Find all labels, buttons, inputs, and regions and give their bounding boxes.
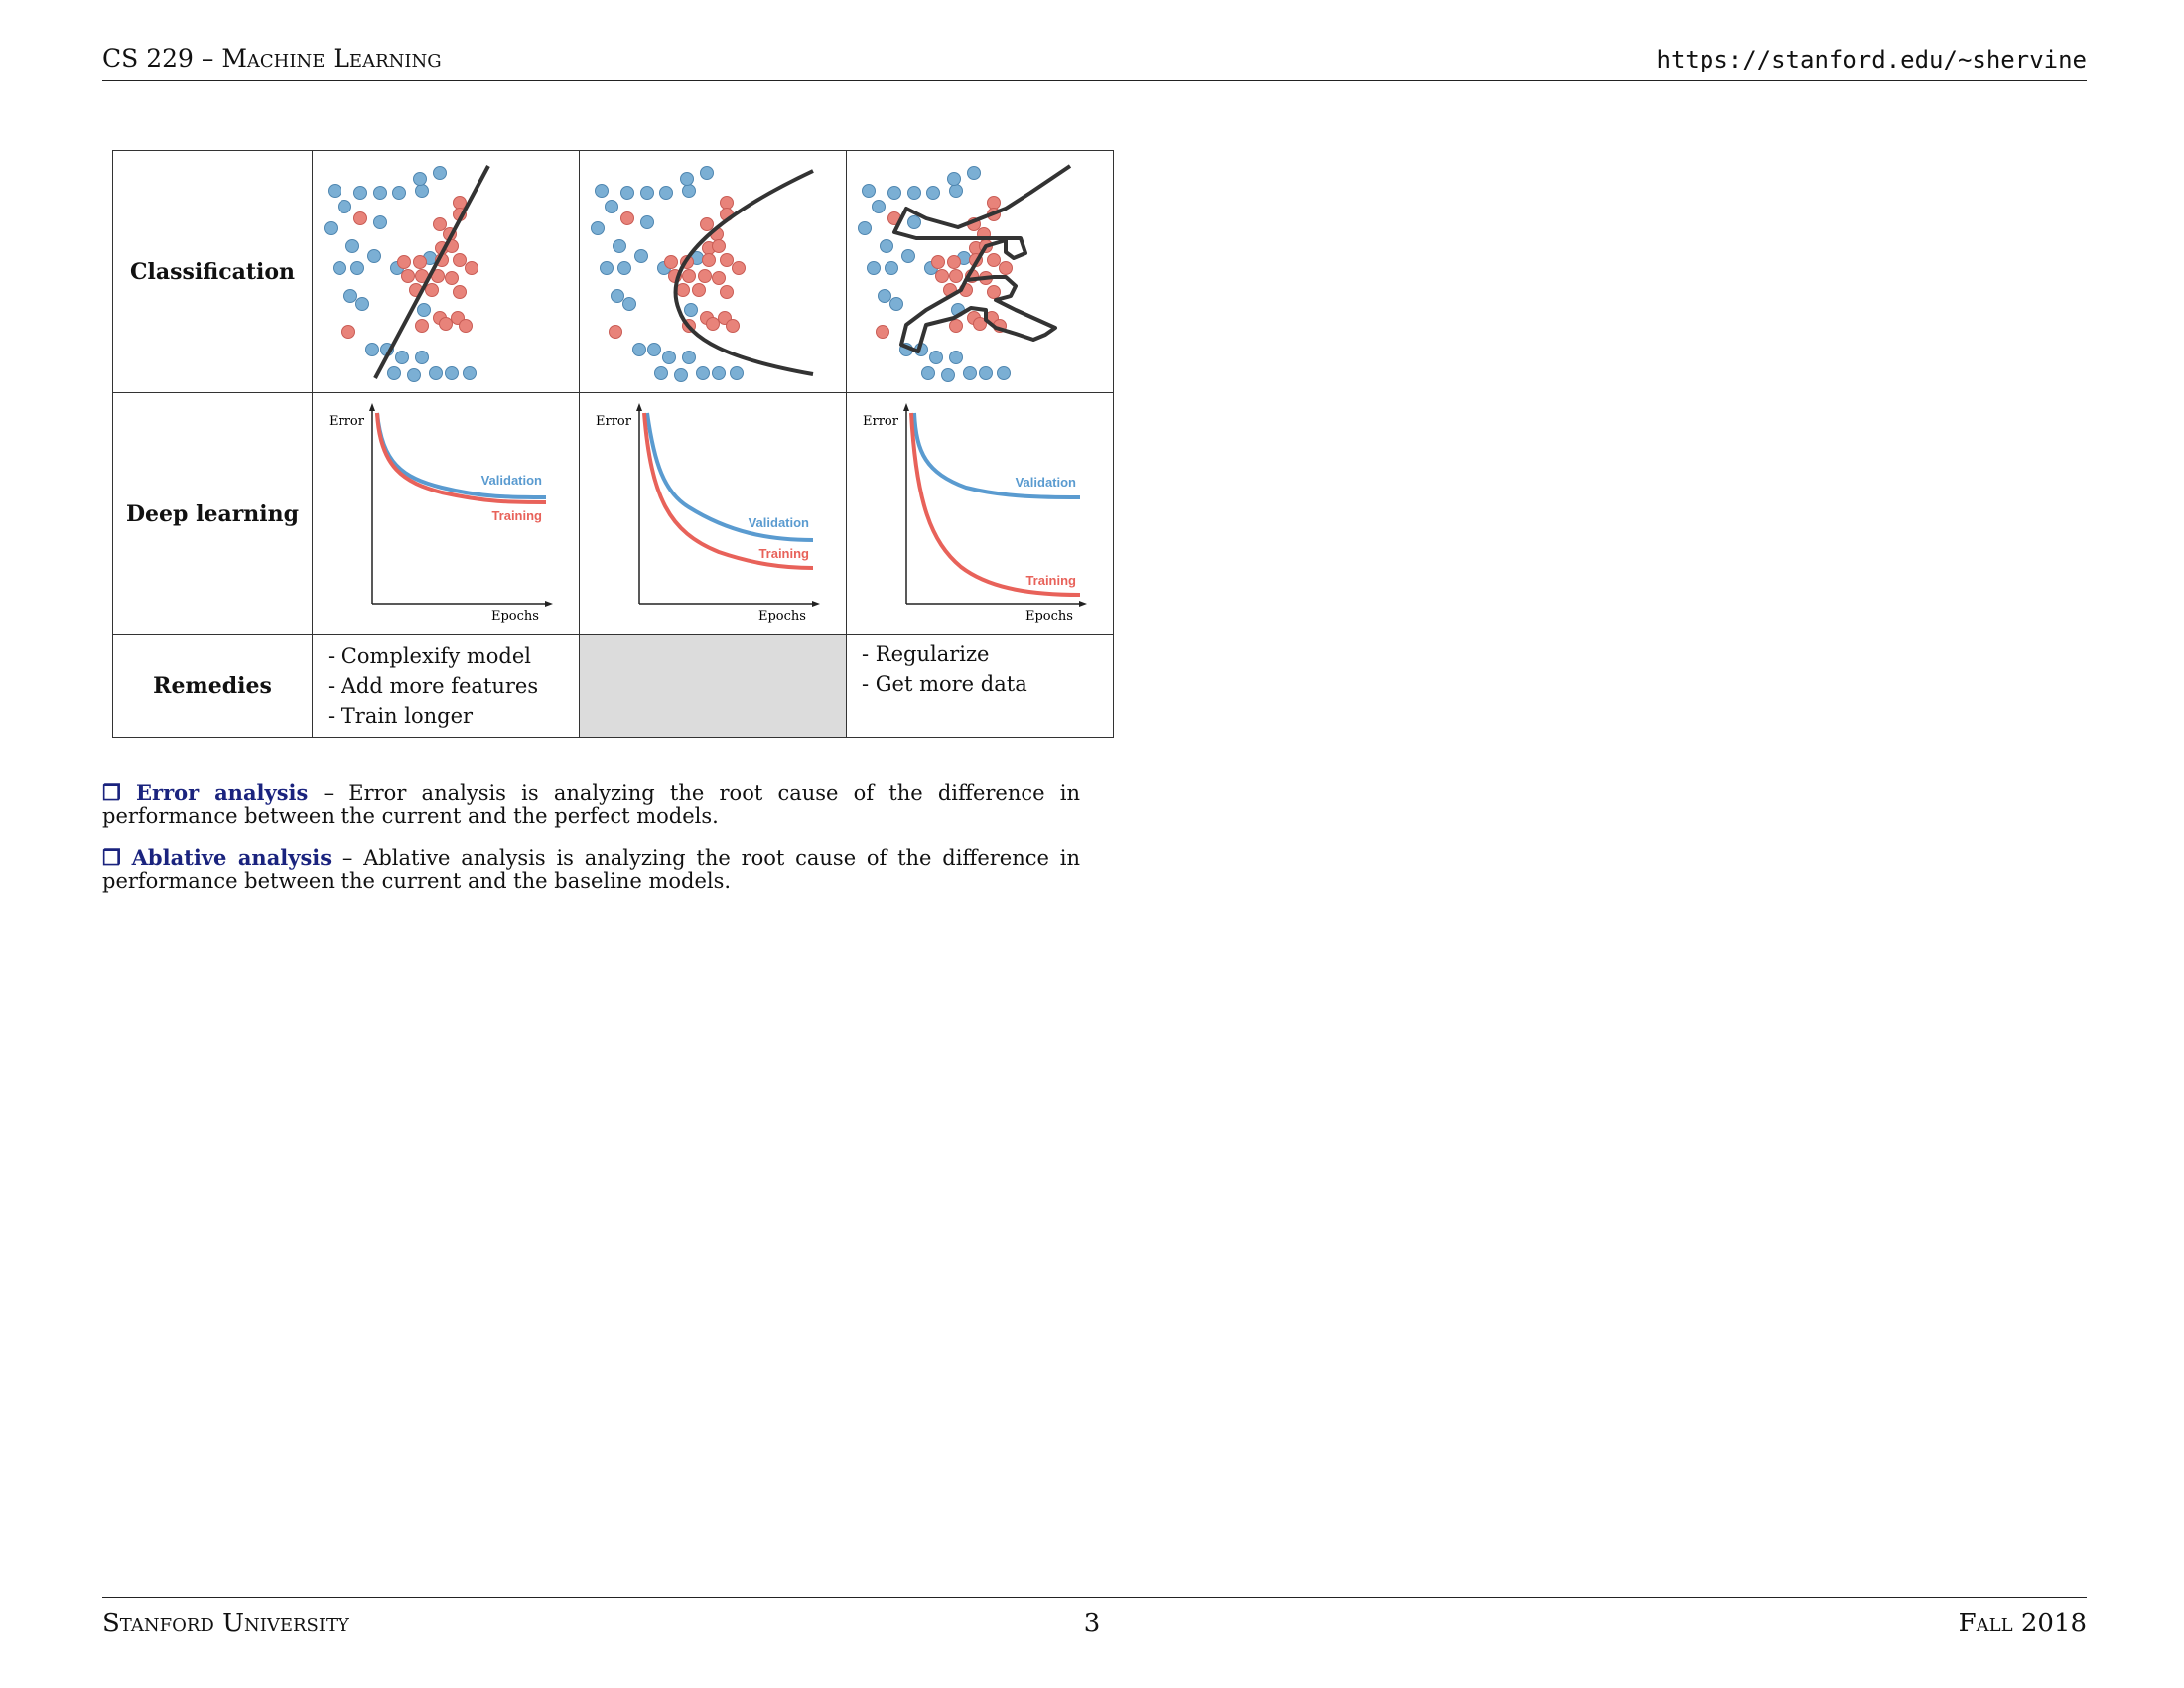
blue-point <box>942 369 955 382</box>
blue-point <box>873 201 886 213</box>
blue-point <box>356 298 369 311</box>
blue-point <box>396 352 409 364</box>
course-url[interactable]: https://stanford.edu/~shervine <box>1656 46 2087 73</box>
red-point <box>416 320 429 333</box>
course-title: CS 229 – Machine Learning <box>102 44 442 72</box>
term-error-analysis: Error analysis <box>136 780 309 805</box>
blue-point <box>964 367 977 380</box>
x-axis-label: Epochs <box>1025 609 1073 624</box>
blue-point <box>998 367 1011 380</box>
blue-point <box>354 187 367 200</box>
blue-point <box>416 185 429 198</box>
remedies-right-empty <box>580 635 847 738</box>
blue-point <box>606 201 618 213</box>
blue-point <box>416 352 429 364</box>
red-point <box>610 326 622 339</box>
definition-text: Error analysis is analyzing the root cause of the difference in performance between the current and the perfect models. <box>102 781 1080 828</box>
red-point <box>699 270 712 283</box>
learning-curve-right <box>580 393 847 635</box>
blue-point <box>614 240 626 253</box>
y-axis-label: Error <box>329 414 364 429</box>
red-point <box>454 254 467 267</box>
remedy-item: - Get more data <box>862 672 1027 696</box>
row-header-classification: Classification <box>113 151 313 393</box>
paragraph-error-analysis <box>102 781 1080 828</box>
blue-point <box>731 367 744 380</box>
blue-point <box>660 187 673 200</box>
red-point <box>693 284 706 297</box>
training-label: Training <box>1025 573 1076 588</box>
blue-point <box>374 187 387 200</box>
blue-point <box>434 167 447 180</box>
red-point <box>950 270 963 283</box>
blue-point <box>641 216 654 229</box>
blue-point <box>621 187 634 200</box>
header-rule <box>102 80 2087 81</box>
blue-point <box>446 367 459 380</box>
blue-point <box>879 290 891 303</box>
checkbox-icon: ❒ <box>102 845 121 870</box>
red-point <box>454 197 467 210</box>
bias-variance-table <box>112 150 1114 738</box>
blue-point <box>366 344 379 356</box>
red-point <box>398 256 411 269</box>
x-axis-label: Epochs <box>491 609 539 624</box>
blue-point <box>612 290 624 303</box>
classification-overfit <box>847 151 1114 393</box>
red-point <box>402 270 415 283</box>
training-label: Training <box>758 546 809 561</box>
blue-point <box>868 262 881 275</box>
blue-point <box>902 250 915 263</box>
footer-university: Stanford University <box>102 1609 349 1638</box>
blue-point <box>890 298 903 311</box>
blue-point <box>859 222 872 235</box>
blue-point <box>393 187 406 200</box>
y-axis-label: Error <box>596 414 631 429</box>
definition-text: Ablative analysis is analyzing the root cause of the difference in performance between the current and the baseline models. <box>102 846 1080 893</box>
blue-point <box>950 352 963 364</box>
blue-point <box>635 250 648 263</box>
blue-point <box>368 250 381 263</box>
red-point <box>1000 262 1013 275</box>
blue-point <box>927 187 940 200</box>
blue-point <box>655 367 668 380</box>
blue-point <box>374 216 387 229</box>
red-point <box>342 326 355 339</box>
blue-point <box>633 344 646 356</box>
blue-point <box>683 185 696 198</box>
red-point <box>932 256 945 269</box>
term-dash: – <box>323 781 335 805</box>
blue-point <box>950 185 963 198</box>
training-label: Training <box>491 508 542 523</box>
red-point <box>988 254 1001 267</box>
blue-point <box>414 173 427 186</box>
learning-curve-underfit <box>313 393 580 635</box>
y-axis-label: Error <box>863 414 898 429</box>
remedies-underfit <box>313 635 580 738</box>
blue-point <box>908 187 921 200</box>
red-point <box>707 318 720 331</box>
blue-point <box>339 201 351 213</box>
blue-point <box>886 262 898 275</box>
red-point <box>354 212 367 225</box>
red-point <box>988 286 1001 299</box>
blue-point <box>641 187 654 200</box>
red-point <box>460 320 473 333</box>
red-point <box>665 256 678 269</box>
blue-point <box>596 185 609 198</box>
learning-curve-overfit <box>847 393 1114 635</box>
blue-point <box>346 240 359 253</box>
blue-point <box>697 367 710 380</box>
blue-point <box>701 167 714 180</box>
x-axis-label: Epochs <box>758 609 806 624</box>
footer-rule <box>102 1597 2087 1598</box>
blue-point <box>648 344 661 356</box>
red-point <box>721 197 734 210</box>
red-point <box>988 197 1001 210</box>
blue-point <box>948 173 961 186</box>
blue-point <box>980 367 993 380</box>
blue-point <box>930 352 943 364</box>
blue-point <box>388 367 401 380</box>
blue-point <box>685 304 698 317</box>
row-header-deep-learning: Deep learning <box>113 393 313 635</box>
blue-point <box>888 187 901 200</box>
red-point <box>877 326 889 339</box>
blue-point <box>344 290 357 303</box>
blue-point <box>351 262 364 275</box>
blue-point <box>922 367 935 380</box>
red-point <box>454 286 467 299</box>
red-point <box>948 256 961 269</box>
remedies-overfit <box>847 635 1114 738</box>
paragraph-ablative-analysis <box>102 846 1080 893</box>
blue-point <box>681 173 694 186</box>
classification-underfit <box>313 151 580 393</box>
red-point <box>466 262 478 275</box>
blue-point <box>968 167 981 180</box>
validation-label: Validation <box>748 515 809 530</box>
red-point <box>703 254 716 267</box>
red-point <box>936 270 949 283</box>
blue-point <box>683 352 696 364</box>
red-point <box>713 272 726 285</box>
term-dash: – <box>341 846 353 870</box>
remedy-item: - Regularize <box>862 642 990 666</box>
blue-point <box>601 262 614 275</box>
blue-point <box>592 222 605 235</box>
validation-label: Validation <box>480 473 542 488</box>
blue-point <box>881 240 893 253</box>
red-point <box>950 320 963 333</box>
blue-point <box>618 262 631 275</box>
validation-label: Validation <box>1015 475 1076 490</box>
blue-point <box>430 367 443 380</box>
red-point <box>721 254 734 267</box>
blue-point <box>663 352 676 364</box>
row-header-remedies: Remedies <box>113 635 313 738</box>
remedy-item: - Train longer <box>328 704 474 728</box>
blue-point <box>713 367 726 380</box>
red-point <box>677 284 690 297</box>
blue-point <box>334 262 346 275</box>
remedy-item: - Add more features <box>328 674 539 698</box>
blue-point <box>675 369 688 382</box>
red-point <box>414 256 427 269</box>
red-point <box>683 270 696 283</box>
remedy-item: - Complexify model <box>328 644 531 668</box>
blue-point <box>329 185 341 198</box>
blue-point <box>863 185 876 198</box>
footer-term: Fall 2018 <box>1958 1609 2087 1638</box>
red-point <box>446 272 459 285</box>
blue-point <box>325 222 338 235</box>
red-point <box>440 318 453 331</box>
classification-right <box>580 151 847 393</box>
red-point <box>721 286 734 299</box>
blue-point <box>418 304 431 317</box>
blue-point <box>908 216 921 229</box>
red-point <box>434 218 447 231</box>
red-point <box>426 284 439 297</box>
term-ablative-analysis: Ablative analysis <box>131 845 333 870</box>
red-point <box>701 218 714 231</box>
blue-point <box>408 369 421 382</box>
checkbox-icon: ❒ <box>102 780 121 805</box>
red-point <box>621 212 634 225</box>
red-point <box>727 320 740 333</box>
red-point <box>733 262 746 275</box>
blue-point <box>623 298 636 311</box>
blue-point <box>464 367 477 380</box>
page-number: 3 <box>1083 1609 1101 1638</box>
red-point <box>713 240 726 253</box>
